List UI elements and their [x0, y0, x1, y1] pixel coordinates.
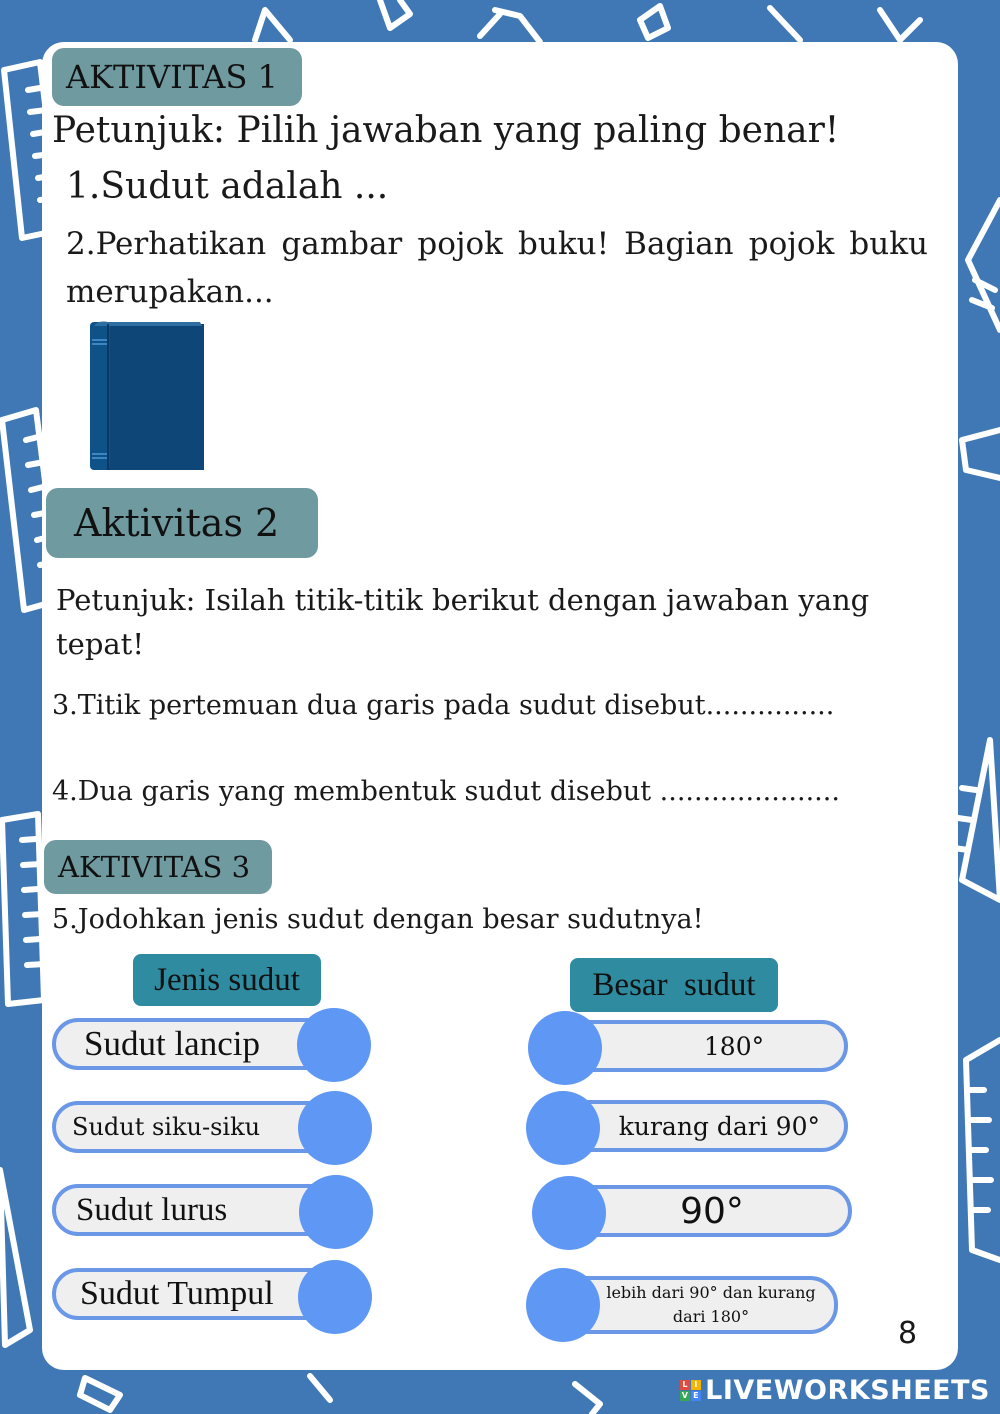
activity2-header	[46, 488, 318, 558]
ruler-doodle	[255, 10, 290, 40]
ruler-doodle	[575, 1384, 600, 1414]
question-1: 1.Sudut adalah ...	[66, 166, 389, 207]
logo-mark-l: L	[680, 1380, 690, 1390]
page-number: 8	[898, 1316, 918, 1351]
question-5: 5.Jodohkan jenis sudut dengan besar sudutnya!	[52, 904, 704, 935]
left-option-4-label: Sudut Tumpul	[80, 1275, 274, 1312]
left-option-2-connector[interactable]	[298, 1091, 372, 1165]
left-option-1-label: Sudut lancip	[84, 1024, 260, 1063]
right-option-1-label: 180°	[703, 1031, 765, 1061]
logo-mark-i: I	[691, 1380, 701, 1390]
ruler-doodle	[770, 8, 800, 40]
activity1-header	[52, 48, 302, 106]
activity3-header	[44, 840, 272, 894]
activity3-header-text: AKTIVITAS 3	[58, 850, 251, 884]
activity1-header-text: AKTIVITAS 1	[66, 58, 278, 96]
ruler-doodle	[880, 10, 920, 40]
activity1-instruction: Petunjuk: Pilih jawaban yang paling benar!	[52, 110, 840, 151]
question-3: 3.Titik pertemuan dua garis pada sudut disebut...............	[52, 690, 835, 721]
left-option-4-connector[interactable]	[298, 1260, 372, 1334]
ruler-doodle	[480, 10, 540, 42]
right-option-4-connector[interactable]	[526, 1268, 600, 1342]
ruler-doodle	[640, 6, 668, 38]
book-image	[88, 318, 206, 472]
triangle-doodle	[0, 1170, 30, 1345]
right-option-3-connector[interactable]	[532, 1176, 606, 1250]
question-4: 4.Dua garis yang membentuk sudut disebut .....................	[52, 776, 840, 807]
right-option-3-label: 90°	[680, 1190, 744, 1232]
liveworksheets-mark	[680, 1380, 701, 1401]
logo-mark-v: V	[681, 1391, 689, 1400]
left-option-3-connector[interactable]	[299, 1175, 373, 1249]
question-2: 2.Perhatikan gambar pojok buku! Bagian pojok buku merupakan...	[66, 226, 928, 310]
right-column-header-text: Besar sudut	[592, 966, 756, 1003]
right-option-4-label: lebih dari 90° dan kurang dari 180°	[606, 1283, 816, 1326]
activity2-instruction: Petunjuk: Isilah titik-titik berikut dengan jawaban yang tepat!	[56, 583, 870, 661]
ruler-doodle	[962, 430, 1000, 478]
triangle-doodle	[968, 200, 1000, 330]
activity2-header-text: Aktivitas 2	[74, 501, 280, 545]
right-option-2-label: kurang dari 90°	[618, 1111, 820, 1141]
ruler-doodle	[310, 1376, 330, 1400]
left-option-2-label: Sudut siku-siku	[72, 1113, 261, 1141]
right-option-1-connector[interactable]	[528, 1011, 602, 1085]
left-column-header	[133, 954, 321, 1006]
ruler-doodle	[380, 0, 410, 28]
right-column-header	[570, 958, 778, 1012]
right-option-2-connector[interactable]	[526, 1091, 600, 1165]
left-option-3-label: Sudut lurus	[76, 1191, 228, 1228]
logo-mark-e: E	[691, 1391, 701, 1401]
left-column-header-text: Jenis sudut	[154, 961, 300, 998]
logo-text: LIVEWORKSHEETS	[705, 1375, 990, 1406]
left-option-1-connector[interactable]	[297, 1008, 371, 1082]
ruler-doodle	[80, 1378, 120, 1410]
liveworksheets-logo	[680, 1375, 990, 1406]
